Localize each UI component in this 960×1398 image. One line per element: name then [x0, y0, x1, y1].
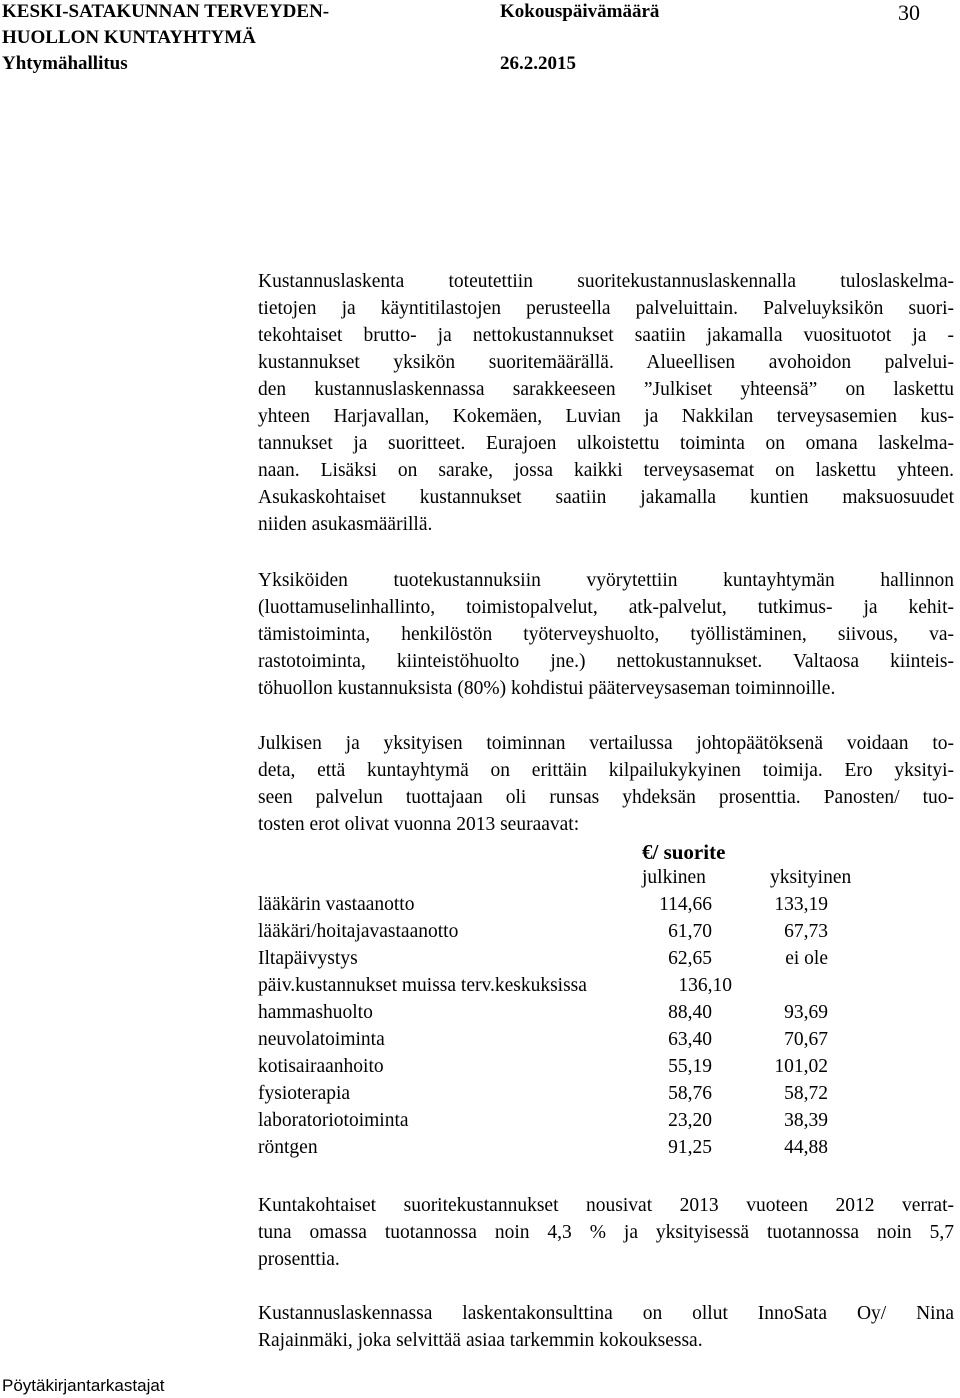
private-cost: 133,19 — [774, 894, 828, 915]
public-cost: 61,70 — [668, 921, 712, 942]
text-line: tannukset ja suoritteet. Eurajoen ulkoistettu toiminta on omana laskelma- — [258, 433, 954, 454]
text-line: rastotoiminta, kiinteistöhuolto jne.) nettokustannukset. Valtaosa kiinteis- — [258, 651, 954, 672]
row-label: fysioterapia — [258, 1083, 351, 1104]
row-label: lääkärin vastaanotto — [258, 894, 415, 915]
row-label: röntgen — [258, 1137, 318, 1158]
row-label: Iltapäivystys — [258, 948, 358, 969]
public-cost: 23,20 — [668, 1110, 712, 1131]
row-label: lääkäri/hoitajavastaanotto — [258, 921, 459, 942]
text-line: kustannukset yksikön suoritemäärällä. Alueellisen avohoidon palvelui- — [258, 352, 954, 373]
paragraph-cost-increase — [258, 1192, 954, 1273]
meeting-date-value: 26.2.2015 — [500, 53, 576, 74]
text-line: Kustannuslaskennassa laskentakonsulttina on ollut InnoSata Oy/ Nina — [258, 1303, 954, 1324]
organization-name-line2: HUOLLON KUNTAYHTYMÄ — [2, 27, 256, 48]
private-cost: 58,72 — [784, 1083, 828, 1104]
row-label: päiv.kustannukset muissa terv.keskuksissa — [258, 975, 587, 996]
text-line: prosenttia. — [258, 1249, 340, 1270]
public-cost: 58,76 — [668, 1083, 712, 1104]
private-cost: 67,73 — [784, 921, 828, 942]
text-line: tietojen ja käyntitilastojen perusteella palveluittain. Palveluyksikön suori- — [258, 298, 954, 319]
private-cost: 44,88 — [784, 1137, 828, 1158]
text-line: Kustannuslaskenta toteutettiin suoritekustannuslaskennalla tuloslaskelma- — [258, 271, 954, 292]
text-line: Kuntakohtaiset suoritekustannukset nousivat 2013 vuoteen 2012 verrat- — [258, 1195, 954, 1216]
private-cost: 93,69 — [784, 1002, 828, 1023]
text-line: Julkisen ja yksityisen toiminnan vertailussa johtopäätöksenä voidaan to- — [258, 733, 954, 754]
public-cost: 62,65 — [668, 948, 712, 969]
table-row — [258, 1110, 898, 1137]
paragraph-comparison — [258, 730, 954, 838]
text-line: Rajainmäki, joka selvittää asiaa tarkemmin kokouksessa. — [258, 1330, 703, 1351]
text-line: tosten erot olivat vuonna 2013 seuraavat: — [258, 814, 580, 835]
text-line: niiden asukasmäärillä. — [258, 514, 433, 535]
private-cost: ei ole — [785, 948, 828, 969]
paragraph-consultant — [258, 1300, 954, 1354]
text-line: tämistoiminta, henkilöstön työterveyshuolto, työllistäminen, siivous, va- — [258, 624, 954, 645]
text-line: Yksiköiden tuotekustannuksiin vyörytettiin kuntayhtymän hallinnon — [258, 570, 954, 591]
public-cost: 91,25 — [668, 1137, 712, 1158]
private-cost: 101,02 — [774, 1056, 828, 1077]
public-cost: 55,19 — [668, 1056, 712, 1077]
table-row — [258, 1002, 898, 1029]
table-row — [258, 894, 898, 921]
private-cost: 38,39 — [784, 1110, 828, 1131]
meeting-body-name: Yhtymähallitus — [2, 53, 128, 74]
text-line: tekohtaiset brutto- ja nettokustannukset saatiin jakamalla vuosituotot ja - — [258, 325, 954, 346]
table-row — [258, 948, 898, 975]
text-line: yhteen Harjavallan, Kokemäen, Luvian ja Nakkilan terveysasemien kus- — [258, 406, 954, 427]
table-row — [258, 1137, 898, 1164]
text-line: den kustannuslaskennassa sarakkeeseen ”Julkiset yhteensä” on laskettu — [258, 379, 954, 400]
table-row — [258, 921, 898, 948]
minutes-reviewers-label: Pöytäkirjantarkastajat — [2, 1376, 165, 1395]
table-row — [258, 975, 898, 1002]
table-row — [258, 1056, 898, 1083]
table-row — [258, 1083, 898, 1110]
text-line: seen palvelun tuottajaan oli runsas yhdeksän prosenttia. Panosten/ tuo- — [258, 787, 954, 808]
public-cost: 136,10 — [678, 975, 732, 996]
private-cost: 70,67 — [784, 1029, 828, 1050]
text-line: töhuollon kustannuksista (80%) kohdistui pääterveysaseman toiminnoille. — [258, 678, 836, 699]
text-line: (luottamuselinhallinto, toimistopalvelut, atk-palvelut, tutkimus- ja kehit- — [258, 597, 954, 618]
row-label: hammashuolto — [258, 1002, 373, 1023]
table-unit-label: €/ suorite — [642, 840, 726, 864]
text-line: tuna omassa tuotannossa noin 4,3 % ja yksityisessä tuotannossa noin 5,7 — [258, 1222, 954, 1243]
row-label: laboratoriotoiminta — [258, 1110, 409, 1131]
text-line: naan. Lisäksi on sarake, jossa kaikki terveysasemat on laskettu yhteen. — [258, 460, 954, 481]
paragraph-cost-calculation — [258, 268, 954, 538]
public-cost: 63,40 — [668, 1029, 712, 1050]
public-cost: 114,66 — [659, 894, 712, 915]
column-header-private: yksityinen — [770, 867, 852, 888]
text-line: Asukaskohtaiset kustannukset saatiin jakamalla kuntien maksuosuudet — [258, 487, 954, 508]
row-label: kotisairaanhoito — [258, 1056, 384, 1077]
public-cost: 88,40 — [668, 1002, 712, 1023]
paragraph-overhead-allocation — [258, 567, 954, 702]
organization-name-line1: KESKI-SATAKUNNAN TERVEYDEN- — [2, 1, 330, 22]
text-line: deta, että kuntayhtymä on erittäin kilpailukykyinen toimija. Ero yksityi- — [258, 760, 954, 781]
column-header-public: julkinen — [642, 867, 706, 888]
page-number: 30 — [898, 0, 920, 25]
row-label: neuvolatoiminta — [258, 1029, 385, 1050]
table-row — [258, 1029, 898, 1056]
meeting-date-label: Kokouspäivämäärä — [500, 1, 660, 22]
